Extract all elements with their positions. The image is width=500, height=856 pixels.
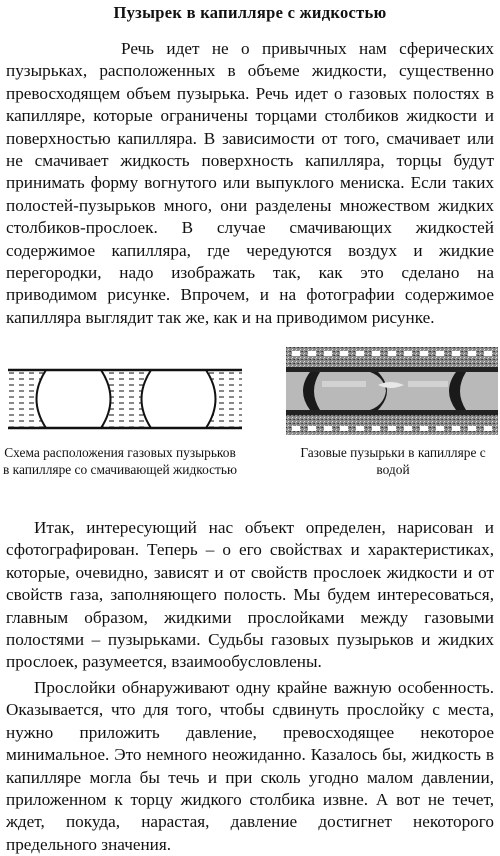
paragraph-1: Речь идет не о привычных нам сферических пузырьках, расположенных в объеме жидкости, существенно превосходящем объем пузырька. Речь идет о газовых полостях в капилляре, которые ограничены торцами столбиков жидкости и поверхностью капилляра. В зависимости от того, смачивает или не смачивает жидкость поверхность капилляра, торцы будут принимать форму вогнутого или выпуклого мениска. Если таких полостей-пузырьков много, они разделены множеством жидких столбиков-прослоек. В случае смачивающих жидкостей содержимое капилляра, где чередуются воздух и жидкие перегородки, надо изображать так, как это сделано на приводимом рисунке. Впрочем, и на фотографии содержимое капилляра выглядит так же, как и на приводимом рисунке. [6, 39, 494, 327]
capillary-photo [286, 347, 498, 435]
paragraph-3: Прослойки обнаруживают одну крайне важную особенность. Оказывается, что для того, чтобы сдвинуть прослойку с места, нужно приложить давление, превосходящее некоторое минимальное. Это немного неожиданно. Казалось бы, жидкость в капилляре могла бы течь и при сколь угодно малом давлении, приложенном к торцу жидкого столбика извне. А вот не течет, ждет, покуда, нарастая, давление достигнет некоторого предельного значения. [6, 678, 494, 854]
capillary-schematic [8, 364, 242, 434]
article-title: Пузырек в капилляре с жидкостью [113, 3, 387, 22]
paragraph-2: Итак, интересующий нас объект определен, нарисован и сфотографирован. Теперь – о его свойствах и характеристиках, которые, очевидно, зависят и от свойств прослоек жидкости и от свойств газа, заполняющего полость. Мы будем интересоваться, главным образом, жидкими прослойками между газовыми полостями – пузырьками. Судьбы газовых пузырьков и жидких прослоек, разумеется, взаимообусловлены. [6, 518, 494, 672]
schematic-caption: Схема расположения газовых пузырьков в капилляре со смачивающей жидкостью [2, 445, 238, 477]
photo-caption: Газовые пузырьки в капилляре с водой [300, 445, 486, 477]
